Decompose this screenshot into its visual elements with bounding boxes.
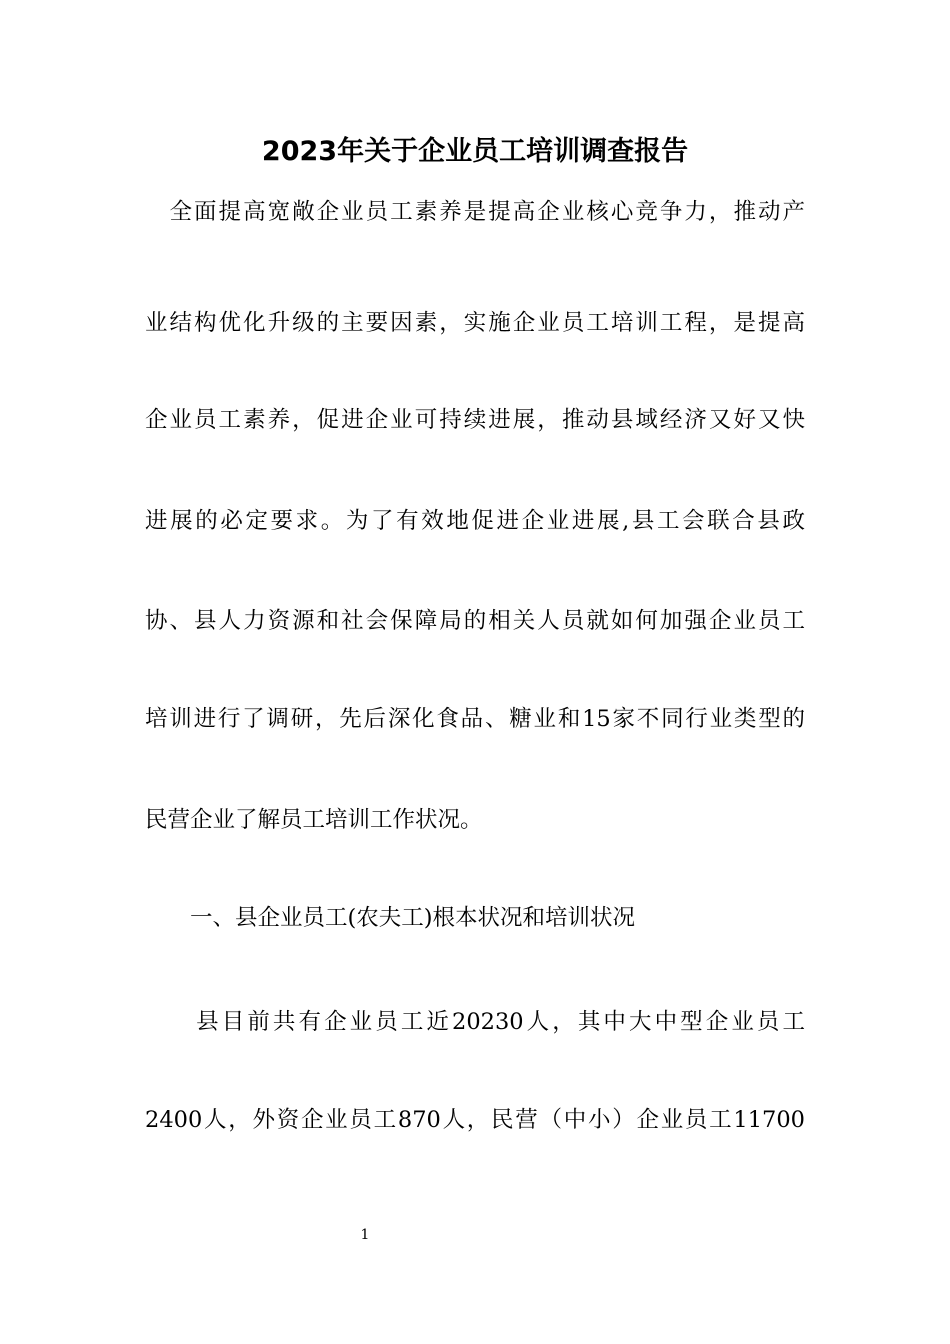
paragraph-line: 培训进行了调研，先后深化食品、糖业和15家不同行业类型的	[145, 706, 805, 732]
paragraph-line: 2400人，外资企业员工870人，民营（中小）企业员工11700	[145, 1107, 805, 1133]
paragraph-line: 民营企业了解员工培训工作状况。	[145, 807, 483, 833]
paragraph-line: 进展的必定要求。为了有效地促进企业进展,县工会联合县政	[145, 508, 805, 534]
paragraph-line: 全面提高宽敞企业员工素养是提高企业核心竞争力，推动产	[145, 199, 805, 225]
paragraph-line: 业结构优化升级的主要因素，实施企业员工培训工程，是提高	[145, 310, 805, 336]
document-title: 2023年关于企业员工培训调查报告	[261, 136, 689, 167]
page-number: 1	[360, 1227, 370, 1243]
paragraph-line: 企业员工素养，促进企业可持续进展，推动县域经济又好又快	[145, 407, 805, 433]
paragraph-line: 协、县人力资源和社会保障局的相关人员就如何加强企业员工	[145, 608, 805, 634]
paragraph-line: 县目前共有企业员工近20230人，其中大中型企业员工	[145, 1009, 805, 1035]
section-heading: 一、县企业员工(农夫工)根本状况和培训状况	[145, 905, 636, 931]
